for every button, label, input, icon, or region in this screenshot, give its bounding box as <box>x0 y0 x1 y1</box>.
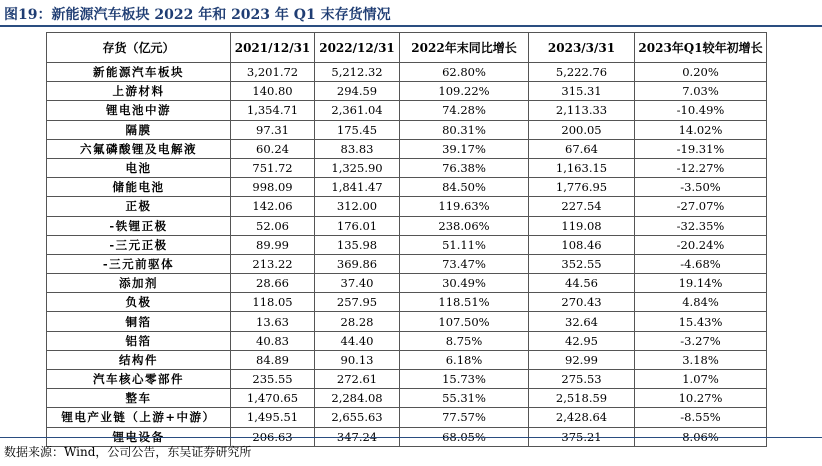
table-row <box>47 408 767 427</box>
category-cell: -三元前驱体 <box>47 254 231 273</box>
value-cell: 275.53 <box>529 370 635 389</box>
table-row <box>47 389 767 408</box>
value-cell: 97.31 <box>231 120 315 139</box>
value-cell: 80.31% <box>400 120 529 139</box>
value-cell: 227.54 <box>529 197 635 216</box>
value-cell: 2,518.59 <box>529 389 635 408</box>
category-cell: 隔膜 <box>47 120 231 139</box>
value-cell: 3,201.72 <box>231 63 315 82</box>
value-cell: 375.21 <box>529 427 635 446</box>
value-cell: 62.80% <box>400 63 529 82</box>
value-cell: 142.06 <box>231 197 315 216</box>
table-row <box>47 216 767 235</box>
value-cell: 3.18% <box>635 350 767 369</box>
value-cell: 44.40 <box>315 331 400 350</box>
value-cell: 119.08 <box>529 216 635 235</box>
value-cell: 8.75% <box>400 331 529 350</box>
value-cell: 6.18% <box>400 350 529 369</box>
value-cell: 1,495.51 <box>231 408 315 427</box>
category-cell: -铁锂正极 <box>47 216 231 235</box>
column-header: 2021/12/31 <box>231 33 315 63</box>
value-cell: -20.24% <box>635 235 767 254</box>
value-cell: 1,163.15 <box>529 158 635 177</box>
table-row <box>47 254 767 273</box>
value-cell: 257.95 <box>315 293 400 312</box>
value-cell: 107.50% <box>400 312 529 331</box>
value-cell: 347.24 <box>315 427 400 446</box>
table-row <box>47 350 767 369</box>
value-cell: 42.95 <box>529 331 635 350</box>
value-cell: 135.98 <box>315 235 400 254</box>
category-cell: 铝箔 <box>47 331 231 350</box>
value-cell: 206.63 <box>231 427 315 446</box>
value-cell: 315.31 <box>529 82 635 101</box>
table-row <box>47 370 767 389</box>
table-row <box>47 120 767 139</box>
table-row <box>47 293 767 312</box>
value-cell: 89.99 <box>231 235 315 254</box>
value-cell: 30.49% <box>400 274 529 293</box>
value-cell: 312.00 <box>315 197 400 216</box>
value-cell: 200.05 <box>529 120 635 139</box>
value-cell: 1,325.90 <box>315 158 400 177</box>
inventory-table <box>46 32 767 447</box>
category-cell: 负极 <box>47 293 231 312</box>
table-row <box>47 63 767 82</box>
value-cell: 5,212.32 <box>315 63 400 82</box>
value-cell: 39.17% <box>400 139 529 158</box>
value-cell: 238.06% <box>400 216 529 235</box>
value-cell: 52.06 <box>231 216 315 235</box>
category-cell: 铜箔 <box>47 312 231 331</box>
value-cell: 92.99 <box>529 350 635 369</box>
category-cell: -三元正极 <box>47 235 231 254</box>
value-cell: -27.07% <box>635 197 767 216</box>
value-cell: 84.89 <box>231 350 315 369</box>
value-cell: 2,655.63 <box>315 408 400 427</box>
category-cell: 锂电池中游 <box>47 101 231 120</box>
table-row <box>47 139 767 158</box>
table-row <box>47 158 767 177</box>
value-cell: 118.51% <box>400 293 529 312</box>
value-cell: 108.46 <box>529 235 635 254</box>
category-cell: 结构件 <box>47 350 231 369</box>
value-cell: 15.43% <box>635 312 767 331</box>
column-header: 存货（亿元） <box>47 33 231 63</box>
value-cell: 13.63 <box>231 312 315 331</box>
value-cell: -32.35% <box>635 216 767 235</box>
source-note: 数据来源：Wind，公司公告，东吴证券研究所 <box>4 445 252 459</box>
bottom-rule <box>0 437 822 438</box>
value-cell: 4.84% <box>635 293 767 312</box>
category-cell: 汽车核心零部件 <box>47 370 231 389</box>
category-cell: 六氟磷酸锂及电解液 <box>47 139 231 158</box>
value-cell: 76.38% <box>400 158 529 177</box>
category-cell: 储能电池 <box>47 178 231 197</box>
value-cell: 1,841.47 <box>315 178 400 197</box>
table-row <box>47 197 767 216</box>
value-cell: 60.24 <box>231 139 315 158</box>
value-cell: 90.13 <box>315 350 400 369</box>
value-cell: 2,361.04 <box>315 101 400 120</box>
value-cell: 67.64 <box>529 139 635 158</box>
column-header: 2023年Q1较年初增长 <box>635 33 767 63</box>
value-cell: 5,222.76 <box>529 63 635 82</box>
category-cell: 电池 <box>47 158 231 177</box>
table-row <box>47 101 767 120</box>
value-cell: 2,284.08 <box>315 389 400 408</box>
value-cell: 175.45 <box>315 120 400 139</box>
table-row <box>47 331 767 350</box>
value-cell: -19.31% <box>635 139 767 158</box>
table-body <box>47 63 767 447</box>
table-row <box>47 274 767 293</box>
value-cell: 7.03% <box>635 82 767 101</box>
category-cell: 锂电产业链（上游+中游） <box>47 408 231 427</box>
value-cell: 369.86 <box>315 254 400 273</box>
title-bar <box>0 0 822 27</box>
table-row <box>47 235 767 254</box>
value-cell: 140.80 <box>231 82 315 101</box>
value-cell: 1,354.71 <box>231 101 315 120</box>
value-cell: 32.64 <box>529 312 635 331</box>
value-cell: 119.63% <box>400 197 529 216</box>
value-cell: -3.50% <box>635 178 767 197</box>
value-cell: 28.66 <box>231 274 315 293</box>
column-header: 2022年末同比增长 <box>400 33 529 63</box>
value-cell: 109.22% <box>400 82 529 101</box>
value-cell: -3.27% <box>635 331 767 350</box>
value-cell: -10.49% <box>635 101 767 120</box>
value-cell: 14.02% <box>635 120 767 139</box>
category-cell: 正极 <box>47 197 231 216</box>
value-cell: 2,428.64 <box>529 408 635 427</box>
value-cell: 84.50% <box>400 178 529 197</box>
value-cell: 19.14% <box>635 274 767 293</box>
value-cell: 2,113.33 <box>529 101 635 120</box>
value-cell: 352.55 <box>529 254 635 273</box>
value-cell: 1,776.95 <box>529 178 635 197</box>
value-cell: 751.72 <box>231 158 315 177</box>
value-cell: 74.28% <box>400 101 529 120</box>
value-cell: 0.20% <box>635 63 767 82</box>
value-cell: 272.61 <box>315 370 400 389</box>
value-cell: 10.27% <box>635 389 767 408</box>
value-cell: 77.57% <box>400 408 529 427</box>
value-cell: 51.11% <box>400 235 529 254</box>
value-cell: 73.47% <box>400 254 529 273</box>
value-cell: 8.06% <box>635 427 767 446</box>
value-cell: 55.31% <box>400 389 529 408</box>
value-cell: 68.05% <box>400 427 529 446</box>
table-row <box>47 178 767 197</box>
value-cell: 118.05 <box>231 293 315 312</box>
value-cell: -4.68% <box>635 254 767 273</box>
column-header: 2022/12/31 <box>315 33 400 63</box>
value-cell: 294.59 <box>315 82 400 101</box>
category-cell: 新能源汽车板块 <box>47 63 231 82</box>
category-cell: 上游材料 <box>47 82 231 101</box>
category-cell: 锂电设备 <box>47 427 231 446</box>
value-cell: -8.55% <box>635 408 767 427</box>
value-cell: 213.22 <box>231 254 315 273</box>
value-cell: 176.01 <box>315 216 400 235</box>
value-cell: 235.55 <box>231 370 315 389</box>
value-cell: 1,470.65 <box>231 389 315 408</box>
column-header: 2023/3/31 <box>529 33 635 63</box>
value-cell: -12.27% <box>635 158 767 177</box>
category-cell: 整车 <box>47 389 231 408</box>
figure-title: 图19：新能源汽车板块 2022 年和 2023 年 Q1 末存货情况 <box>4 7 391 23</box>
table-row <box>47 312 767 331</box>
value-cell: 37.40 <box>315 274 400 293</box>
value-cell: 270.43 <box>529 293 635 312</box>
category-cell: 添加剂 <box>47 274 231 293</box>
value-cell: 28.28 <box>315 312 400 331</box>
value-cell: 15.73% <box>400 370 529 389</box>
table-row <box>47 82 767 101</box>
value-cell: 40.83 <box>231 331 315 350</box>
value-cell: 998.09 <box>231 178 315 197</box>
value-cell: 1.07% <box>635 370 767 389</box>
value-cell: 83.83 <box>315 139 400 158</box>
table-header-row <box>47 33 767 63</box>
value-cell: 44.56 <box>529 274 635 293</box>
